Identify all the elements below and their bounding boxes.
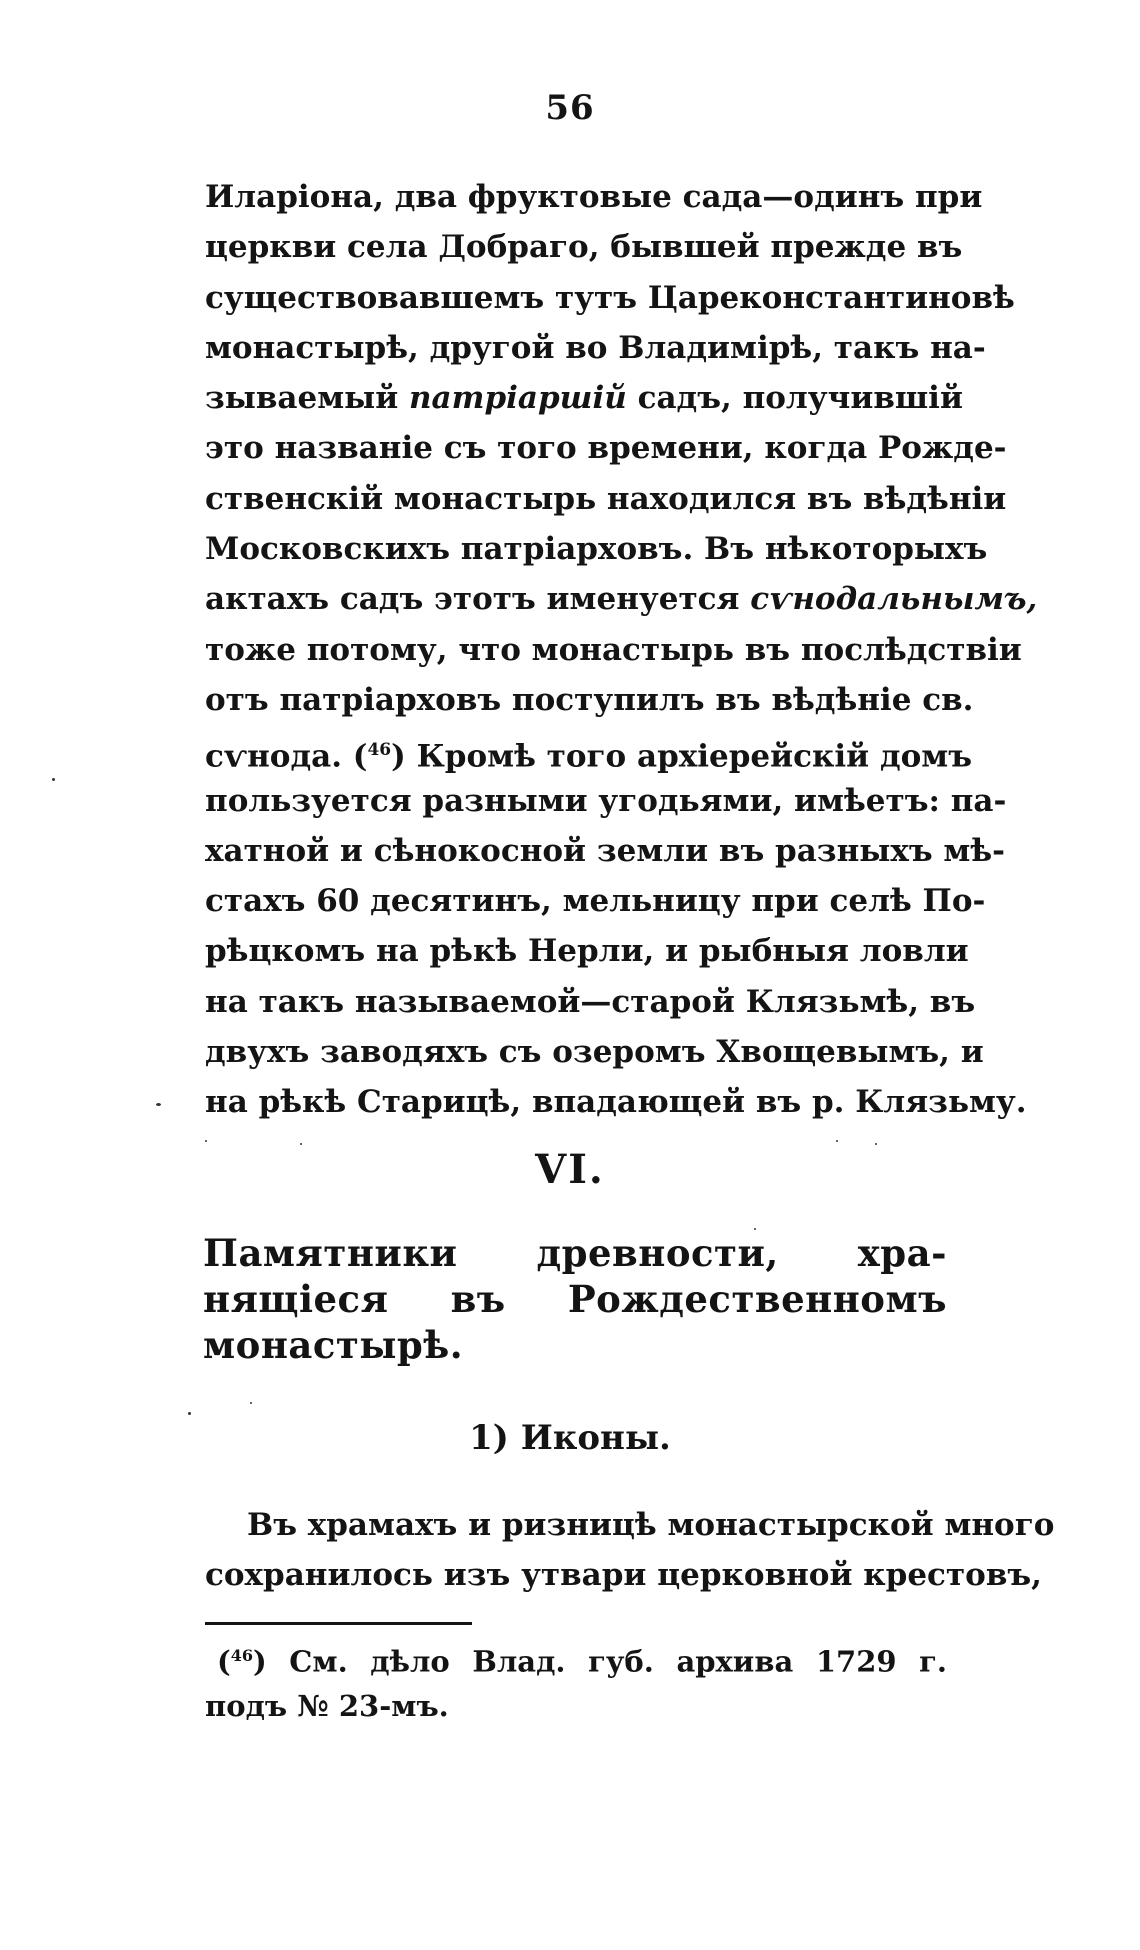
footnote <box>205 1631 947 1731</box>
footnote-line: подъ № 23-мъ. <box>205 1689 449 1723</box>
section-paragraph <box>205 1500 1055 1601</box>
text-segment: названіе съ того времени, когда Рожде- <box>274 430 1007 467</box>
text-line: тоже потому, что монастырь въ послѣдствіи <box>205 631 1022 668</box>
text-line-mixed <box>205 574 1038 624</box>
italic-term: сѵнодальнымъ, <box>750 581 1038 618</box>
text-line: Въ храмахъ и ризницѣ монастырской много <box>247 1507 1055 1543</box>
speck <box>52 778 55 781</box>
text-line-mixed <box>205 725 973 775</box>
speck <box>875 1143 877 1145</box>
speck <box>836 1140 838 1142</box>
speck <box>250 1402 252 1404</box>
text-line-mixed <box>205 423 1007 473</box>
text-line: монастырѣ, другой во Владимірѣ, такъ на- <box>205 329 986 366</box>
footnote-paren: ( <box>217 1644 231 1679</box>
text-line: сохранилось изъ утвари церковной крестовъ, <box>205 1557 1042 1594</box>
section-title-line: нящіеся въ Рождественномъ <box>203 1277 947 1321</box>
text-line: ственскій монастырь находился въ вѣдѣніи <box>205 480 1007 517</box>
subsection-title: 1) Иконы. <box>469 1418 671 1458</box>
text-segment: это <box>205 430 264 467</box>
text-line: Московскихъ патріарховъ. Въ нѣкоторыхъ <box>205 531 988 568</box>
text-line: на такъ называемой—старой Клязьмѣ, въ <box>205 983 976 1020</box>
section-title-line: Памятники древности, хра- <box>203 1231 947 1275</box>
speck <box>156 1103 161 1106</box>
section-numeral: VI. <box>535 1146 605 1193</box>
speck <box>188 1412 191 1415</box>
text-line: существовавшемъ тутъ Цареконстантиновѣ <box>205 279 1015 316</box>
text-line: хатной и сѣнокосной земли въ разныхъ мѣ- <box>205 832 1005 869</box>
text-line: рѣцкомъ на рѣкѣ Нерли, и рыбныя ловли <box>205 933 969 970</box>
text-line: на рѣкѣ Старицѣ, впадающей въ р. Клязьму. <box>205 1084 1027 1121</box>
text-line-mixed <box>205 373 963 423</box>
text-line: пользуется разными угодьями, имѣетъ: па- <box>205 782 1007 819</box>
footnote-rule <box>205 1622 472 1625</box>
italic-term: патріаршій <box>409 380 627 417</box>
footnote-number: 46 <box>230 1646 253 1665</box>
footnote-line <box>205 1631 947 1681</box>
section-title <box>203 1230 947 1368</box>
text-segment: ) Кромѣ того архіерейскій домъ <box>391 738 973 775</box>
text-line: двухъ заводяхъ съ озеромъ Хвощевымъ, и <box>205 1034 984 1071</box>
text-segment: садъ, получившій <box>637 380 963 417</box>
main-paragraph <box>205 172 1038 1128</box>
section-title-line: монастырѣ. <box>203 1323 464 1367</box>
speck <box>205 1140 207 1142</box>
text-line: церкви села Добраго, бывшей прежде въ <box>205 229 963 266</box>
speck <box>754 1228 756 1230</box>
footnote-text: ) См. дѣло Влад. губ. архива 1729 г. <box>253 1644 947 1679</box>
footnote-ref: 46 <box>367 740 392 761</box>
text-line: стахъ 60 десятинъ, мельницу при селѣ По- <box>205 883 986 920</box>
speck <box>300 1143 302 1145</box>
text-segment: актахъ садъ этотъ именуется <box>205 581 740 618</box>
text-segment: зываемый <box>205 380 399 417</box>
text-line: Иларіона, два фруктовые сада—одинъ при <box>205 179 983 215</box>
page-number: 56 <box>545 88 595 128</box>
text-segment: сѵнода. ( <box>205 738 368 775</box>
text-line: отъ патріарховъ поступилъ въ вѣдѣніе св. <box>205 681 974 718</box>
